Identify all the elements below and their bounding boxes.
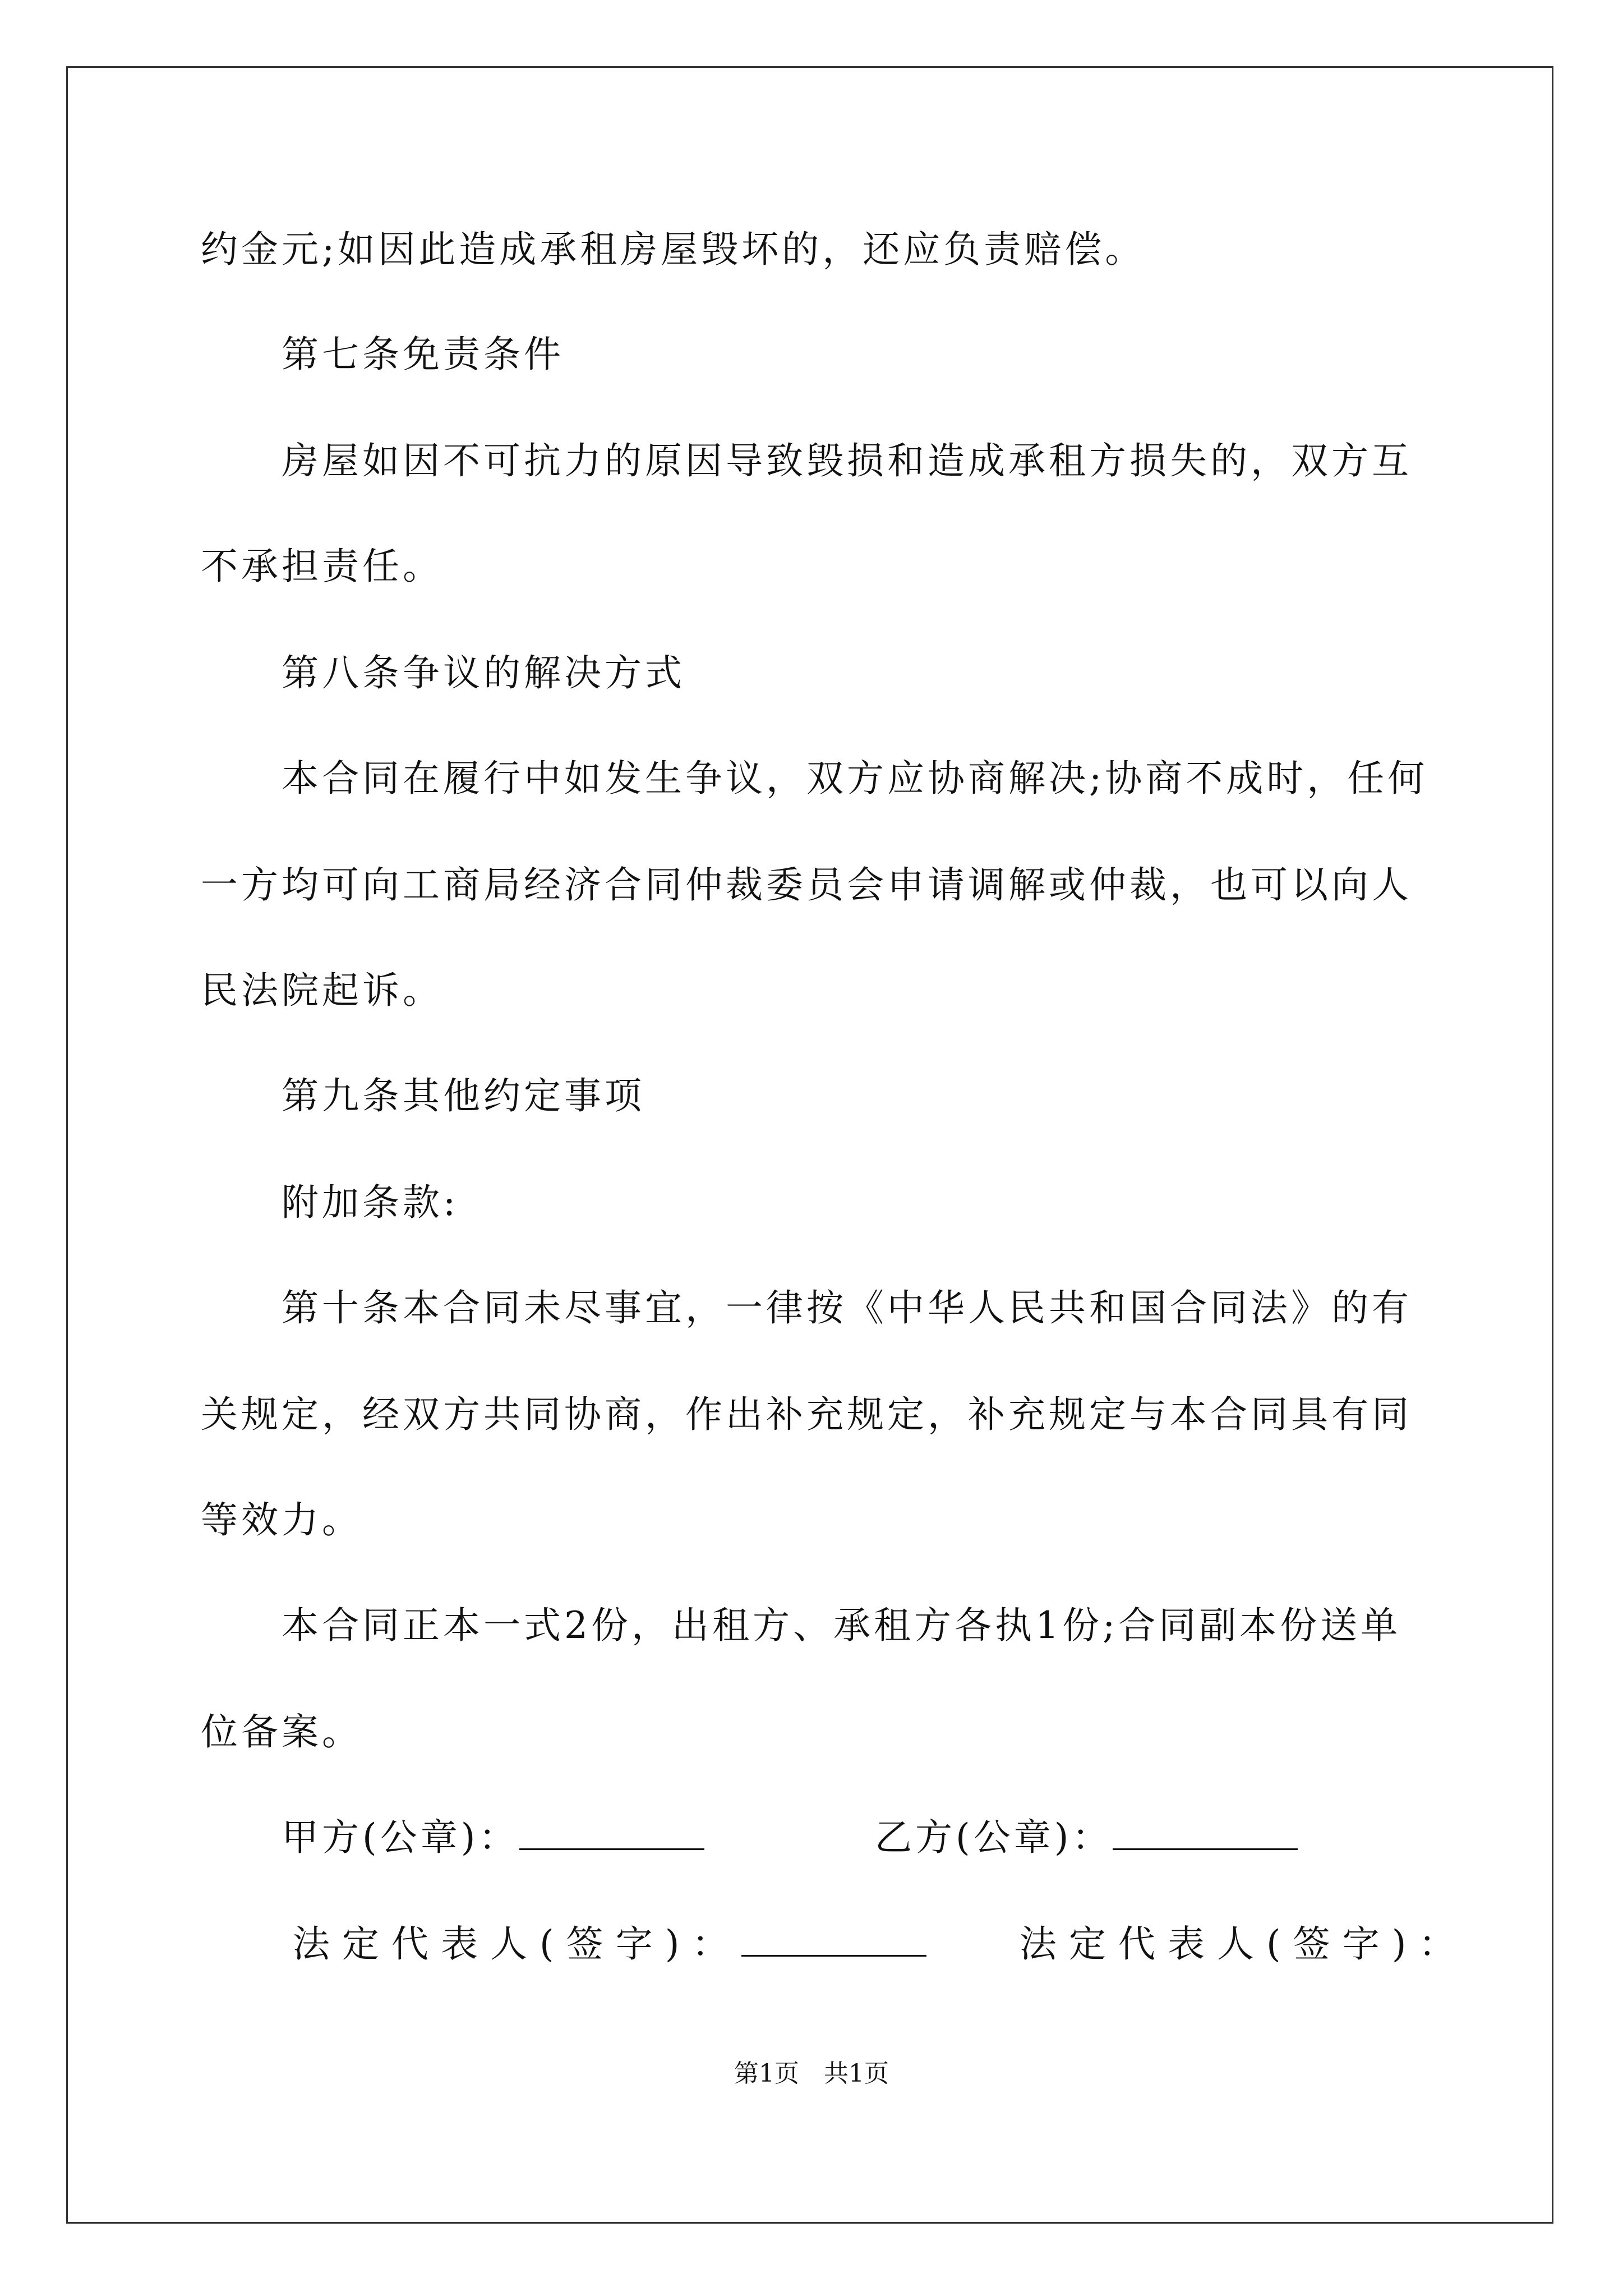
paragraph-line: 位备案。 — [201, 1710, 362, 1754]
paragraph-line: 房屋如因不可抗力的原因导致毁损和造成承租方损失的，双方互 — [282, 439, 1412, 482]
party-a-blank — [519, 1816, 704, 1850]
section-heading: 第九条其他约定事项 — [282, 1074, 645, 1117]
rep-a-label: 法定代表人(签字)： — [293, 1922, 741, 1966]
party-b-seal — [875, 1815, 1298, 1860]
paragraph-line: 民法院起诉。 — [201, 969, 443, 1012]
paragraph-line: 本合同正本一式2份，出租方、承租方各执1份;合同副本份送单 — [282, 1604, 1401, 1647]
section-heading: 第八条争议的解决方式 — [282, 651, 685, 694]
party-a-label: 甲方(公章)： — [282, 1816, 519, 1859]
party-a-seal — [282, 1815, 704, 1860]
rep-b-signature — [1020, 1922, 1468, 1967]
party-b-label: 乙方(公章)： — [875, 1816, 1113, 1859]
rep-a-blank — [741, 1922, 926, 1957]
paragraph-line: 等效力。 — [201, 1498, 362, 1542]
paragraph-line: 不承担责任。 — [201, 545, 443, 588]
page-footer: 第1页 共1页 — [734, 2059, 889, 2088]
paragraph-line: 关规定，经双方共同协商，作出补充规定，补充规定与本合同具有同 — [201, 1393, 1412, 1436]
paragraph-line: 约金元;如因此造成承租房屋毁坏的，还应负责赔偿。 — [201, 228, 1146, 271]
paragraph-line: 附加条款: — [282, 1181, 459, 1224]
rep-b-label: 法定代表人(签字)： — [1020, 1922, 1468, 1966]
rep-a-signature — [293, 1922, 926, 1967]
paragraph-line: 一方均可向工商局经济合同仲裁委员会申请调解或仲裁，也可以向人 — [201, 863, 1412, 907]
page-frame — [66, 66, 1553, 2224]
section-heading: 第七条免责条件 — [282, 333, 564, 376]
paragraph-line: 本合同在履行中如发生争议，双方应协商解决;协商不成时，任何 — [282, 757, 1428, 800]
party-b-blank — [1113, 1816, 1298, 1850]
paragraph-line: 第十条本合同未尽事宜，一律按《中华人民共和国合同法》的有 — [282, 1286, 1412, 1329]
